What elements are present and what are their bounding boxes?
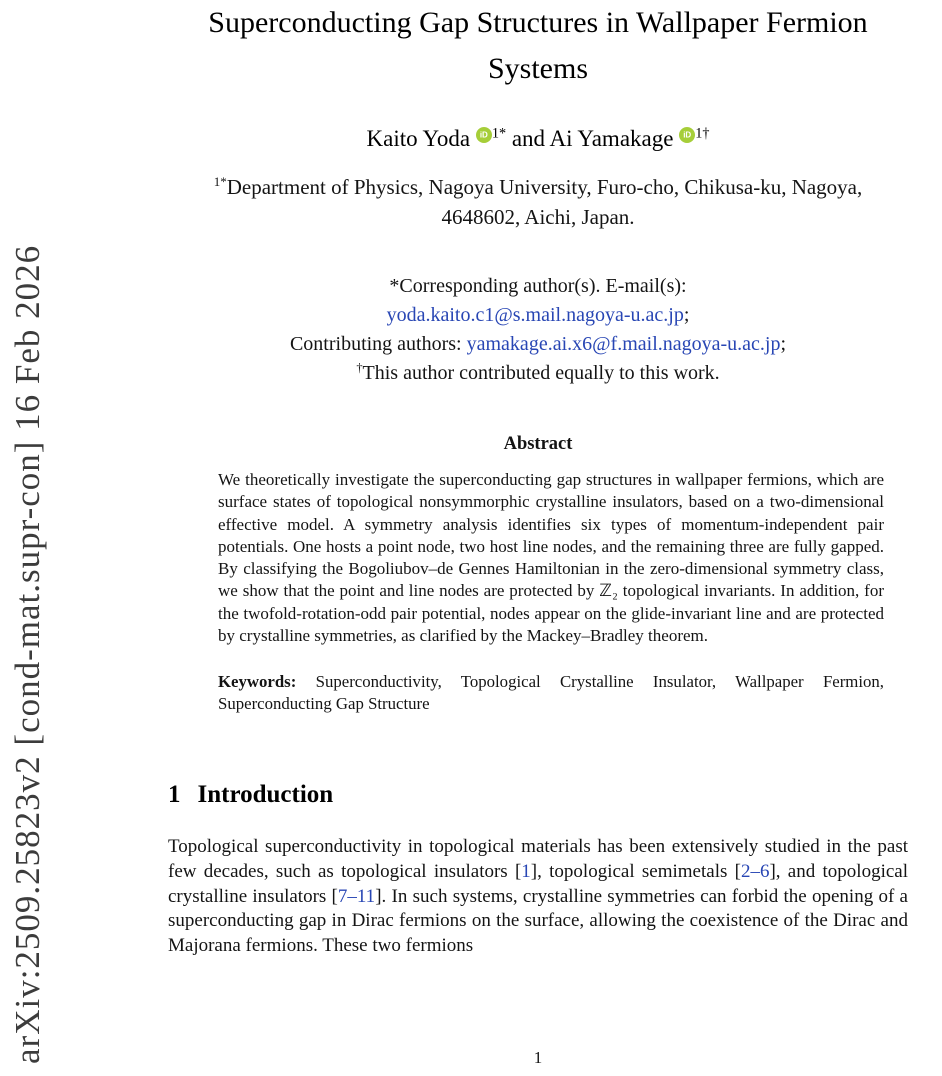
arxiv-watermark: arXiv:2509.25823v2 [cond-mat.supr-con] 16 Feb 2026 [8, 244, 47, 1064]
author-affil-mark-2: 1† [695, 125, 710, 142]
author-name-2: Ai Yamakage [549, 126, 674, 151]
corresponding-author-label: *Corresponding author(s). E-mail(s): [389, 275, 687, 297]
intro-text-2: ], topological semimetals [ [530, 860, 741, 882]
intro-paragraph [168, 835, 908, 958]
corresponding-email-line [168, 301, 908, 330]
contributing-authors-label: Contributing authors: [289, 333, 467, 355]
equal-contribution-line [168, 359, 908, 388]
abstract-text: We theoretically investigate the superconducting gap structures in wallpaper fermions, which are surface states of topological nonsymmorphic crystalline insulators, based on a two-dimensional effective model. A symmetry analysis identifies six types of momentum-independent pair potentials. One hosts a point node, two host line nodes, and the remaining three are fully gapped. By classifying the Bogoliubov–de Gennes Hamiltonian in the zero-dimensional symmetry class, we show that the point and line nodes are protected by ℤ₂ topological invariants. In addition, for the twofold-rotation-odd pair potential, nodes appear on the glide-invariant line and are protected by crystalline symmetries, as clarified by the Mackey–Bradley theorem. [218, 470, 884, 646]
punctuation: ; [683, 304, 690, 326]
punctuation: ; [780, 333, 787, 355]
page-number: 1 [533, 1048, 543, 1067]
citation-link-3[interactable]: 7–11 [337, 885, 376, 907]
affiliation-text: Department of Physics, Nagoya University, Furo-cho, Chikusa-ku, Nagoya, 4648602, Aichi, Japan. [226, 175, 863, 229]
contributing-email-line [168, 330, 908, 359]
citation-link-1[interactable]: 1 [521, 860, 531, 882]
orcid-id-label: iD [683, 130, 692, 140]
keywords-label: Keywords: [218, 672, 297, 692]
intro-text-4: ]. In such systems, crystalline symmetries can forbid the opening of a superconducting gap in Dirac fermions on the surface, allowing the coexistence of the Dirac and Majorana fermions. These two fermions [168, 885, 908, 956]
affiliation [203, 172, 873, 232]
keywords-line [168, 671, 908, 715]
orcid-icon-2[interactable] [679, 127, 695, 143]
affiliation-mark: 1* [213, 174, 227, 189]
paper-page [168, 0, 908, 1076]
email-link-1[interactable]: yoda.kaito.c1@s.mail.nagoya-u.ac.jp [386, 304, 684, 326]
section-heading-introduction [168, 781, 908, 809]
correspondence-block [168, 272, 908, 388]
author-name-1: Kaito Yoda [366, 126, 471, 151]
orcid-id-label: iD [479, 130, 488, 140]
abstract-section [168, 434, 908, 647]
author-separator: and [511, 126, 546, 151]
intro-text-1: Topological superconductivity in topological materials has been extensively studied in the past few decades, such as topological insulators [ [168, 836, 908, 882]
citation-link-2[interactable]: 2–6 [740, 860, 770, 882]
author-affil-mark-1: 1* [491, 125, 507, 142]
equal-contribution-note: This author contributed equally to this work. [362, 362, 720, 384]
keywords-text: Superconductivity, Topological Crystalline Insulator, Wallpaper Fermion, Superconducting Gap Structure [218, 672, 884, 714]
section-number: 1 [168, 781, 181, 809]
author-line [168, 126, 908, 152]
abstract-heading: Abstract [503, 434, 573, 454]
section-title: Introduction [197, 781, 334, 809]
orcid-icon-1[interactable] [476, 127, 492, 143]
dagger-mark: † [356, 360, 363, 375]
email-link-2[interactable]: yamakage.ai.x6@f.mail.nagoya-u.ac.jp [466, 333, 781, 355]
intro-text-3: ], and topological crystalline insulators [ [168, 860, 908, 907]
paper-title: Superconducting Gap Structures in Wallpaper Fermion Systems [208, 6, 868, 85]
